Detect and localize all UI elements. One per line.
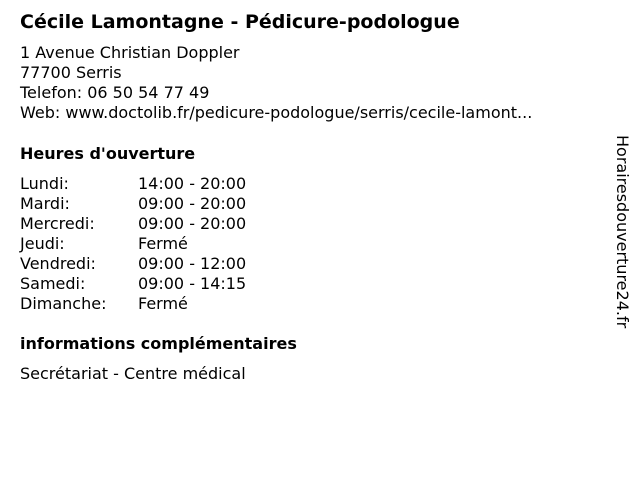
website-link[interactable]: Web: www.doctolib.fr/pedicure-podologue/serris/cecile-lamont...	[20, 103, 533, 122]
hours-value: Fermé	[138, 294, 188, 313]
address-street: 1 Avenue Christian Doppler	[20, 43, 240, 62]
hours-value: 09:00 - 20:00	[138, 194, 247, 213]
site-brand-label: Horairesdouverture24.fr	[613, 135, 632, 329]
additional-info-heading: informations complémentaires	[20, 334, 297, 353]
hours-value: 09:00 - 12:00	[138, 254, 247, 273]
opening-hours-heading: Heures d'ouverture	[20, 144, 196, 163]
day-label: Jeudi:	[20, 234, 65, 253]
hours-value: 09:00 - 20:00	[138, 214, 247, 233]
phone-number[interactable]: Telefon: 06 50 54 77 49	[20, 83, 210, 102]
day-label: Lundi:	[20, 174, 69, 193]
hours-value: Fermé	[138, 234, 188, 253]
day-label: Vendredi:	[20, 254, 96, 273]
hours-value: 14:00 - 20:00	[138, 174, 247, 193]
day-label: Dimanche:	[20, 294, 107, 313]
contact-block	[20, 43, 532, 123]
day-label: Mardi:	[20, 194, 70, 213]
page-title: Cécile Lamontagne - Pédicure-podologue	[20, 11, 460, 33]
day-label: Samedi:	[20, 274, 86, 293]
day-label: Mercredi:	[20, 214, 95, 233]
address-city: 77700 Serris	[20, 63, 122, 82]
hours-value: 09:00 - 14:15	[138, 274, 247, 293]
additional-info-text: Secrétariat - Centre médical	[20, 364, 246, 383]
